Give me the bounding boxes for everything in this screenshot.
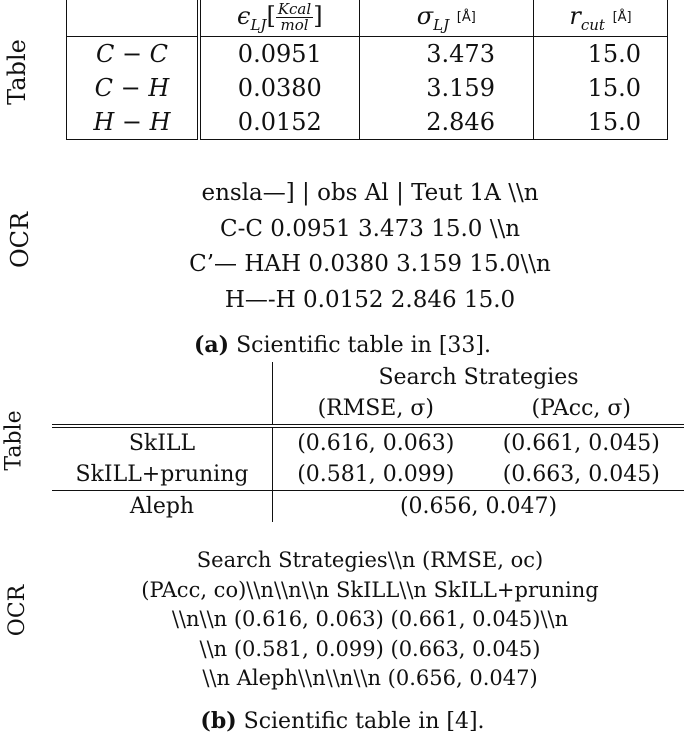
table-b-header-empty <box>52 393 273 426</box>
rcut-unit: [Å] <box>612 10 632 26</box>
caption-a-label: (a) <box>193 332 230 358</box>
row-pair: C − H <box>67 71 200 105</box>
row-epsilon: 0.0152 <box>199 105 359 140</box>
row-pair: H − H <box>67 105 200 140</box>
row-rcut: 15.0 <box>587 74 641 102</box>
table-row <box>52 491 684 523</box>
row-rmse-value: (0.616, 0.063) <box>297 431 455 456</box>
row-aleph-value: (0.656, 0.047) <box>273 491 685 523</box>
table-row <box>52 426 684 459</box>
row-epsilon: 0.0380 <box>199 71 359 105</box>
row-pacc-value: (0.663, 0.045) <box>502 462 660 487</box>
eps-unit-num: Kcal <box>277 0 312 19</box>
side-label-ocr-a: OCR <box>6 211 35 269</box>
row-rmse-value: (0.581, 0.099) <box>297 462 455 487</box>
header-pacc-sigma: (PAcc, σ) <box>479 393 684 426</box>
row-method: SkILL <box>52 426 273 459</box>
ocr-line: ensla—] | obs Al | Teut 1A \\n <box>201 180 539 206</box>
ocr-line: Search Strategies\\n (RMSE, oc) <box>196 548 544 572</box>
ocr-line: (PAcc, co)\\n\\n\\n SkILL\\n SkILL+pruning <box>141 577 599 602</box>
ocr-text-b <box>80 546 660 694</box>
side-label-table-a: Table <box>2 39 31 105</box>
ocr-line: C-C 0.0951 3.473 15.0 \\n <box>219 215 521 242</box>
ocr-text-a <box>80 176 660 318</box>
row-pacc-value: (0.661, 0.045) <box>502 431 660 456</box>
caption-b-label: (b) <box>200 708 237 734</box>
sigma-unit: [Å] <box>456 10 476 26</box>
header-rmse-sigma: (RMSE, σ) <box>273 393 479 426</box>
ocr-line: C’— HAH 0.0380 3.159 15.0\\n <box>189 251 551 277</box>
row-rcut: 15.0 <box>587 108 641 136</box>
header-sigma <box>359 0 533 37</box>
eps-unit-fraction <box>276 2 313 33</box>
table-b-group-row <box>52 362 684 393</box>
side-label-table-b: Table <box>1 410 27 471</box>
rcut-symbol: r <box>569 2 581 31</box>
row-sigma: 3.159 <box>359 71 533 105</box>
caption-a-text: Scientific table in [33]. <box>236 333 491 358</box>
row-epsilon: 0.0951 <box>199 37 359 72</box>
table-a-header-row <box>67 0 668 37</box>
rcut-subscript: cut <box>580 15 605 34</box>
table-row <box>67 37 668 72</box>
table-row <box>67 105 668 140</box>
table-b <box>52 362 684 522</box>
header-epsilon: $\epsilon_{LJ}$[ $\frac{\text{Kcal}}{\text{mol}}$ ] <box>199 0 359 37</box>
row-rcut: 15.0 <box>587 40 641 68</box>
ocr-line: \\n (0.581, 0.099) (0.663, 0.045) <box>199 636 541 661</box>
caption-b <box>0 708 685 734</box>
eps-unit-den: mol <box>280 16 309 35</box>
group-header-search-strategies: Search Strategies <box>378 365 579 390</box>
caption-b-text: Scientific table in [4]. <box>243 709 485 734</box>
table-a-header-empty <box>67 0 200 37</box>
table-row <box>52 459 684 491</box>
table-b-corner <box>52 362 273 393</box>
sigma-subscript: LJ <box>433 15 450 34</box>
table-b-header-row <box>52 393 684 426</box>
row-pair: C − C <box>67 37 200 72</box>
table-row <box>67 71 668 105</box>
ocr-line: \\n Aleph\\n\\n\\n (0.656, 0.047) <box>202 666 538 690</box>
row-method: SkILL+pruning <box>52 459 273 491</box>
row-method-aleph: Aleph <box>52 491 273 523</box>
table-a <box>66 0 668 140</box>
eps-subscript: LJ <box>250 15 267 34</box>
header-rcut <box>533 0 667 37</box>
sigma-symbol: σ <box>416 2 434 31</box>
row-sigma: 3.473 <box>359 37 533 72</box>
caption-a <box>0 332 685 358</box>
eps-symbol: ϵ <box>237 2 251 31</box>
ocr-line: H—-H 0.0152 2.846 15.0 <box>224 286 516 313</box>
ocr-line: \\n\\n (0.616, 0.063) (0.661, 0.045)\\n <box>171 607 569 631</box>
row-sigma: 2.846 <box>359 105 533 140</box>
side-label-ocr-b: OCR <box>5 584 31 637</box>
